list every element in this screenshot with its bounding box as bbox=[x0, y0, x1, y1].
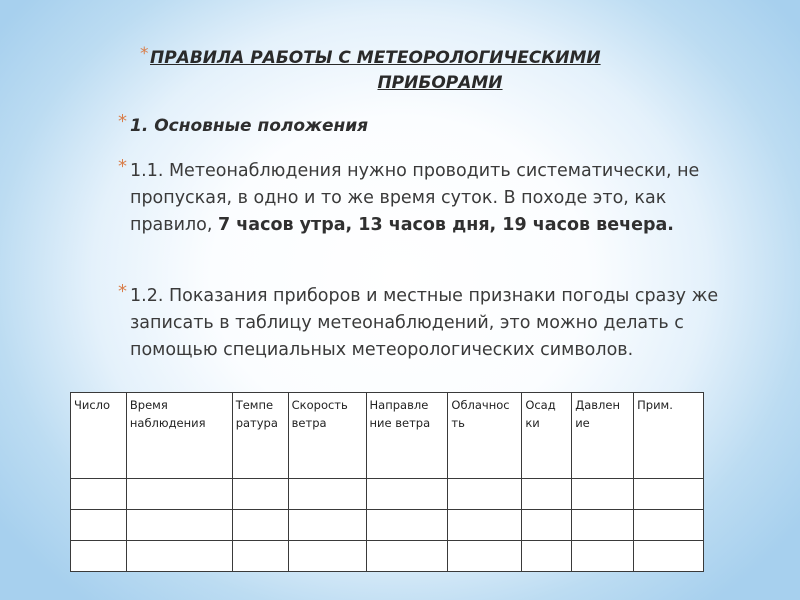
table-cell bbox=[634, 510, 704, 541]
table-cell bbox=[572, 479, 634, 510]
paragraph-1-1-text: 1.1. Метеонаблюдения нужно проводить систематически, не пропуская, в одно и то же время суток. В походе это, как правило, bbox=[130, 161, 700, 235]
paragraph-1-2 bbox=[118, 281, 720, 364]
col-header-notes: Прим. bbox=[634, 393, 704, 479]
table-row bbox=[71, 479, 704, 510]
col-header-cloudiness: Облачнос ть bbox=[448, 393, 522, 479]
table-header-row bbox=[71, 393, 704, 479]
table-cell bbox=[288, 541, 366, 572]
table-cell bbox=[71, 510, 127, 541]
col-header-pressure: Давлен ие bbox=[572, 393, 634, 479]
table-cell bbox=[71, 479, 127, 510]
table-cell bbox=[448, 510, 522, 541]
paragraph-1-2-text: 1.2. Показания приборов и местные признаки погоды сразу же записать в таблицу метеонаблюдений, это можно делать с помощью специальных метеорологических символов. bbox=[130, 286, 719, 360]
col-header-time: Время наблюдения bbox=[126, 393, 232, 479]
col-header-wind-speed: Скорость ветра bbox=[288, 393, 366, 479]
table-cell bbox=[126, 541, 232, 572]
bullet-star-icon: * bbox=[118, 156, 127, 177]
col-header-temperature: Темпе ратура bbox=[232, 393, 288, 479]
section-heading bbox=[118, 111, 369, 136]
table-cell bbox=[288, 479, 366, 510]
col-header-precipitation: Осад ки bbox=[522, 393, 572, 479]
table-cell bbox=[634, 479, 704, 510]
section-heading-text: 1. Основные положения bbox=[130, 116, 369, 136]
table-cell bbox=[522, 510, 572, 541]
table-cell bbox=[366, 479, 448, 510]
bullet-star-icon: * bbox=[118, 281, 127, 302]
table-cell bbox=[232, 510, 288, 541]
table-cell bbox=[232, 541, 288, 572]
col-header-wind-direction: Направле ние ветра bbox=[366, 393, 448, 479]
table-cell bbox=[522, 541, 572, 572]
table-cell bbox=[572, 510, 634, 541]
paragraph-1-1 bbox=[118, 156, 720, 239]
observation-table bbox=[70, 392, 704, 572]
table-row bbox=[71, 510, 704, 541]
table-cell bbox=[126, 479, 232, 510]
table-cell bbox=[572, 541, 634, 572]
table-cell bbox=[366, 541, 448, 572]
table-cell bbox=[126, 510, 232, 541]
title-line-1: ПРАВИЛА РАБОТЫ С МЕТЕОРОЛОГИЧЕСКИМИ bbox=[150, 48, 601, 68]
table-cell bbox=[288, 510, 366, 541]
table-cell bbox=[232, 479, 288, 510]
table-cell bbox=[366, 510, 448, 541]
table-row bbox=[71, 541, 704, 572]
paragraph-1-1-bold: 7 часов утра, 13 часов дня, 19 часов вечера. bbox=[217, 215, 674, 235]
table-cell bbox=[522, 479, 572, 510]
table-cell bbox=[448, 541, 522, 572]
title-line-2: ПРИБОРАМИ bbox=[377, 73, 503, 93]
col-header-date: Число bbox=[71, 393, 127, 479]
slide-title bbox=[140, 44, 710, 96]
table-cell bbox=[634, 541, 704, 572]
table-cell bbox=[71, 541, 127, 572]
bullet-star-icon: * bbox=[118, 111, 127, 132]
bullet-star-icon: * bbox=[140, 44, 149, 64]
table-cell bbox=[448, 479, 522, 510]
